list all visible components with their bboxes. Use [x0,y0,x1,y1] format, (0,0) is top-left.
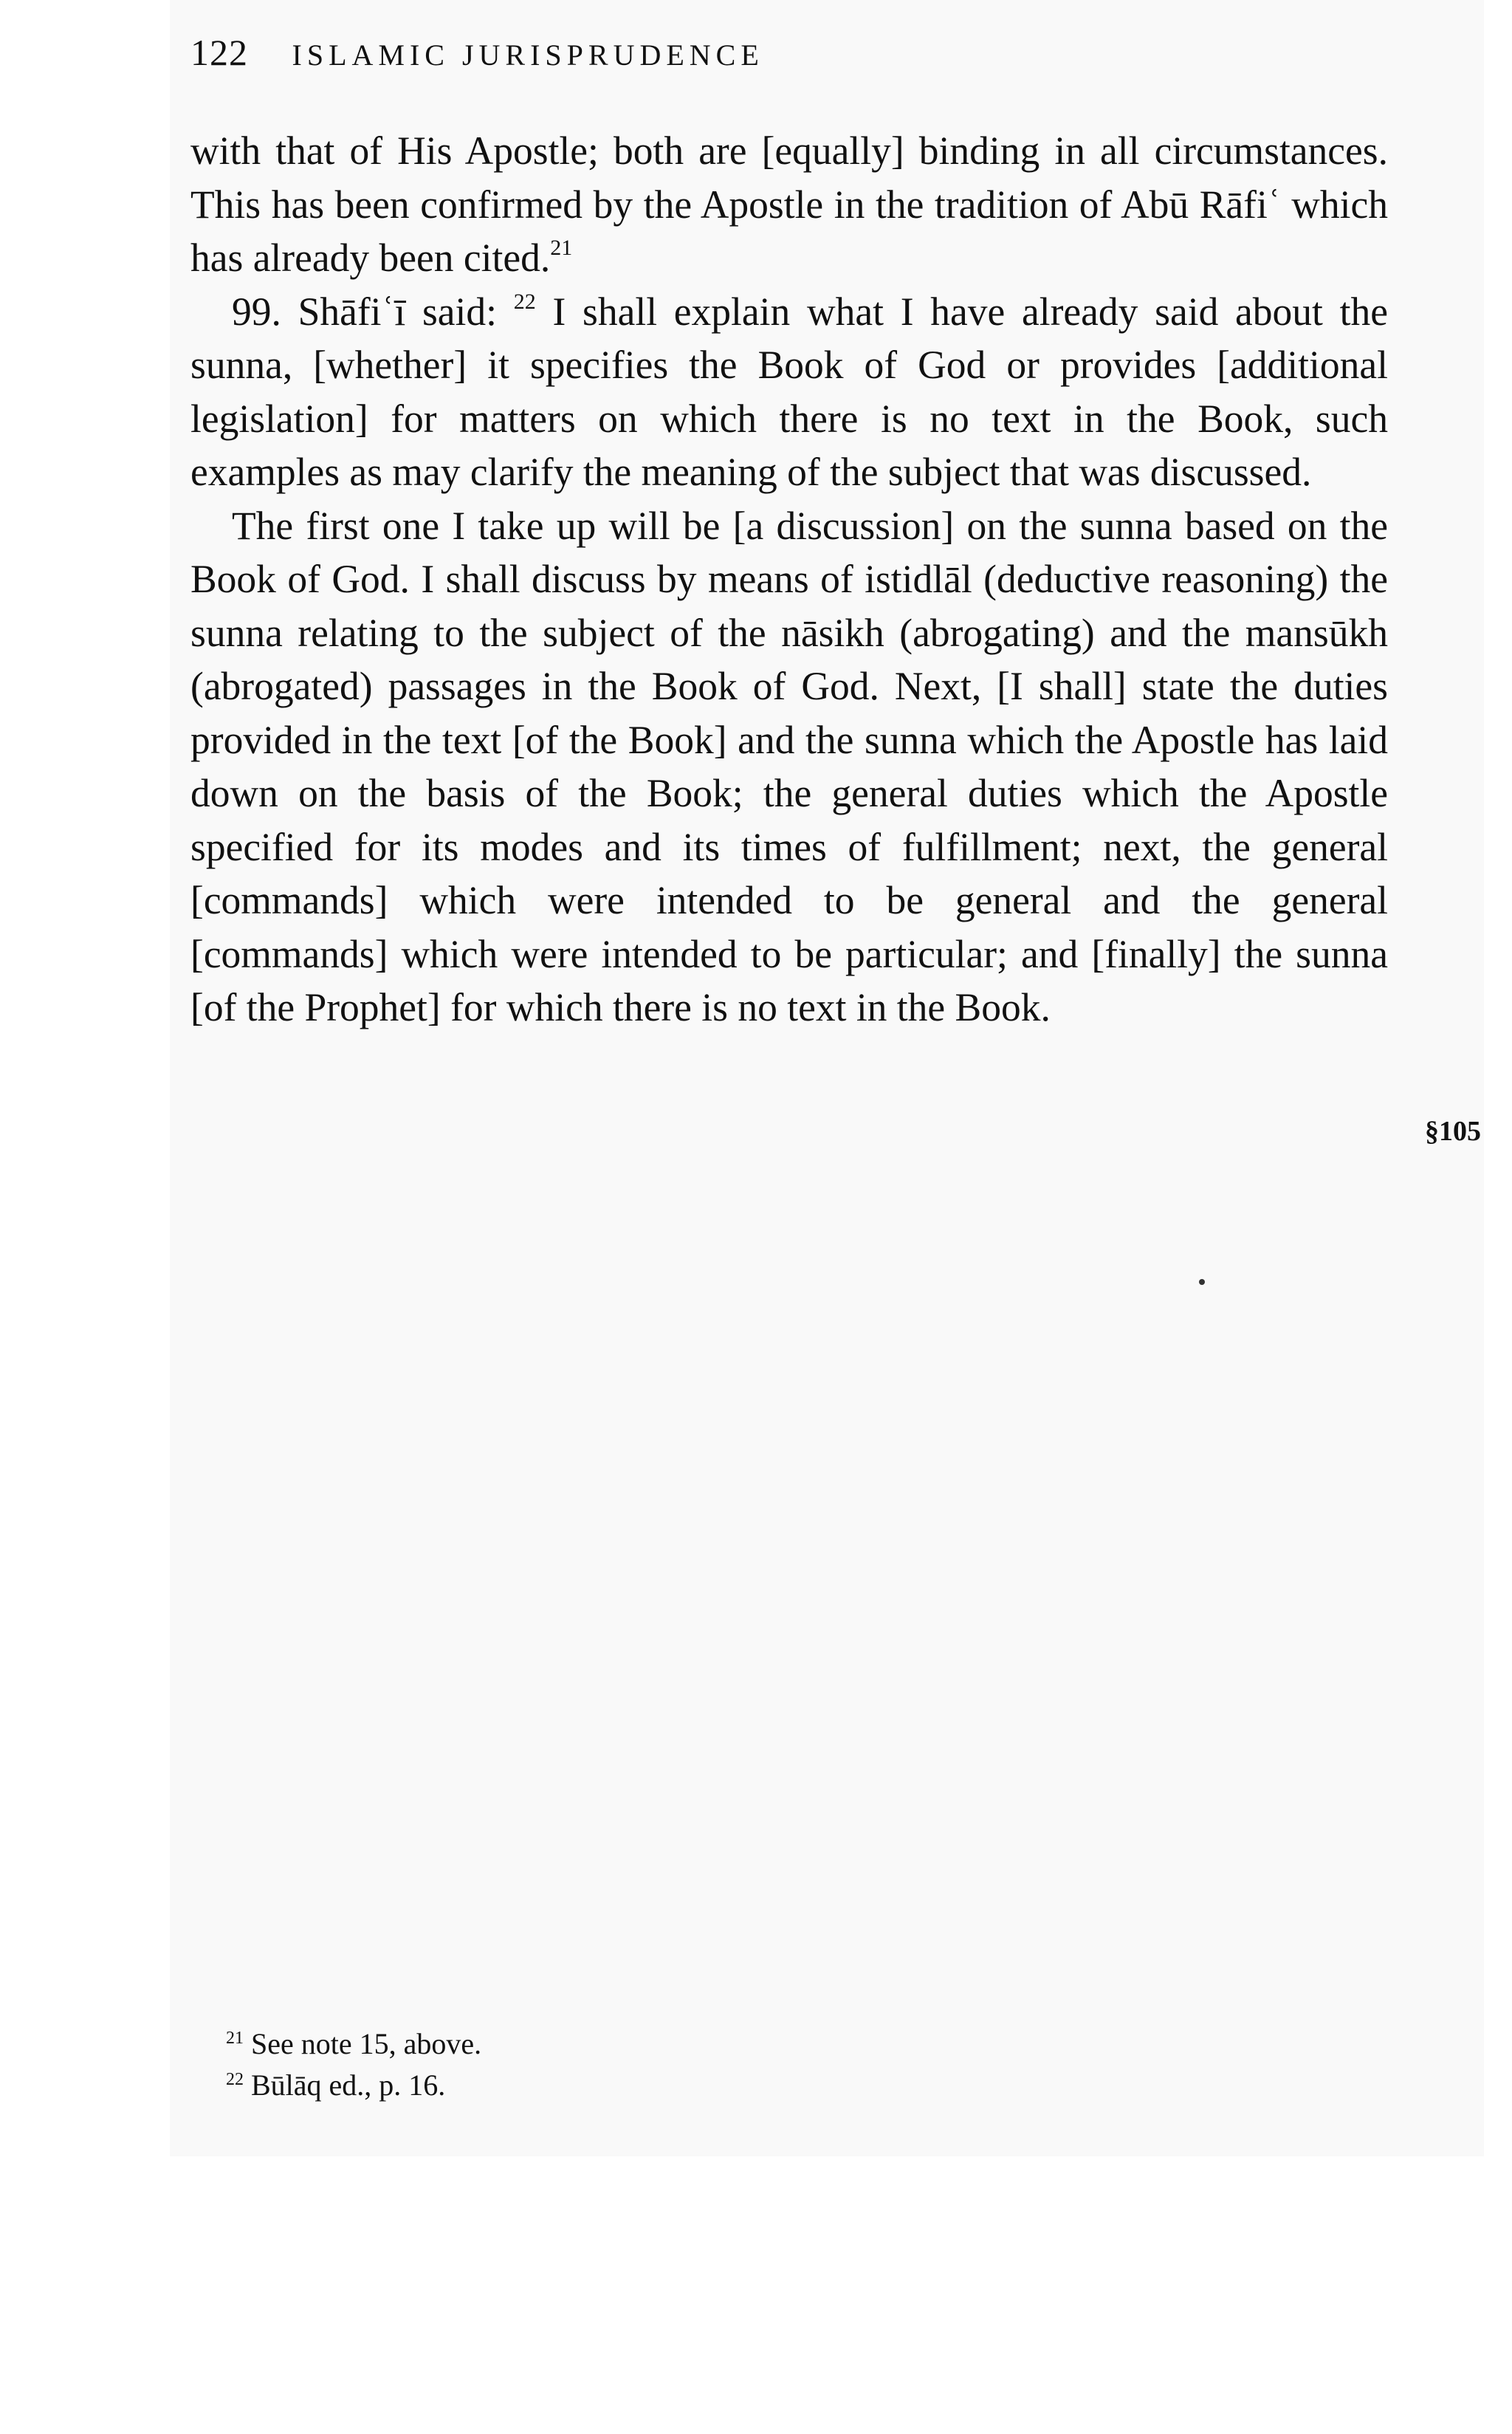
page-number: 122 [190,32,248,73]
footnote [226,2023,481,2065]
footnote-ref-22: 22 [513,289,536,314]
footnote [226,2065,481,2106]
body-text [190,124,1388,1035]
paragraph-2-text: I shall explain what I have already said about the sunna, [whether] it specifies the Book of God or provides [additional legislation] for matters on which there is no text in the Book, such examples as may clarify the meaning of the subject that was discussed. [190,289,1389,494]
footnote-number: 22 [226,2070,244,2089]
running-title: ISLAMIC JURISPRUDENCE [292,38,764,72]
stray-mark [1199,1279,1205,1285]
footnote-text: See note 15, above. [251,2027,482,2060]
paragraph-3 [190,499,1388,1035]
footnote-text: Būlāq ed., p. 16. [251,2068,446,2102]
footnote-number: 21 [226,2029,244,2048]
section-lead: 99. Shāfiʿī said: [232,289,497,334]
paragraph-3-text: The first one I take up will be [a discussion] on the sunna based on the Book of God. I shall discuss by means of istidlāl (deductive reasoning) the sunna relating to the subject of the nāsikh (abrogating) and the mansūkh (abrogated) passages in the Book of God. Next, [I shall] state the duties provided in the text [of the Book] and the sunna which the Apostle has laid down on the basis of the Book; the general duties which the Apostle specified for its modes and its times of fulfillment; next, the general [commands] which were intended to be general and the general [commands] which were intended to be particular; and [finally] the sunna [of the Prophet] for which there is no text in the Book. [190,503,1388,1029]
paragraph-2 [190,285,1388,499]
running-header [190,31,764,74]
footnote-ref-21: 21 [550,236,573,260]
paragraph-1-text: with that of His Apostle; both are [equally] binding in all circumstances. This has been confirmed by the Apostle in the tradition of Abū Rāfiʿ which has already been cited. [190,128,1388,280]
paragraph-1 [190,124,1388,285]
margin-section-reference: §105 [1425,1116,1481,1147]
footnotes [226,2023,481,2106]
